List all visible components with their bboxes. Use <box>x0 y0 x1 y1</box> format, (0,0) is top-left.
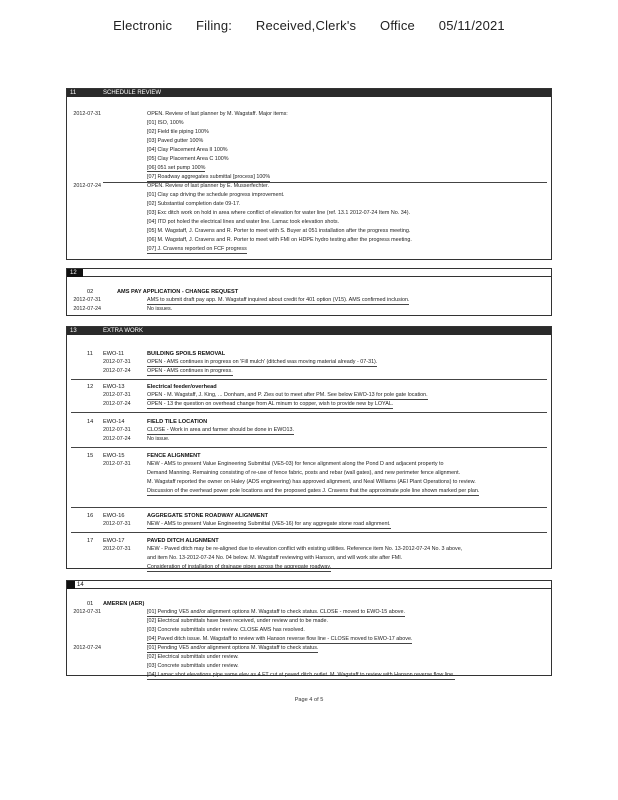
header-office: Office <box>380 18 415 33</box>
entry-date: 2012-07-24 <box>73 306 101 312</box>
item-code: EWO-11 <box>103 351 125 357</box>
section-extra-work <box>66 326 552 569</box>
entry-text: CLOSE - Work in area and farmer should be done in EWO13. <box>147 427 295 433</box>
entry-text: [04] Clay Placement Area II 100% <box>147 147 228 153</box>
entry-text: [01] Pending VE5 and/or alignment options M. Wagstaff to check status. <box>147 645 319 651</box>
item-topic: AMEREN (AER) <box>103 601 145 607</box>
item-sub: 14 <box>87 419 94 425</box>
item-id: 01 <box>87 601 94 607</box>
entry-text: OPEN - M. Wagstaff, J. King, ... Donham, and P. Zies out to meet after PM. See below EWO-13 for pole gate location. <box>147 392 428 398</box>
item-topic: FENCE ALIGNMENT <box>147 453 201 459</box>
entry-date: 2012-07-24 <box>103 368 131 374</box>
item-topic: Electrical feeder/overhead <box>147 384 217 390</box>
entry-text: [02] Field tile piping 100% <box>147 129 209 135</box>
section-title: SCHEDULE REVIEW <box>103 90 162 96</box>
entry-date: 2012-07-31 <box>73 609 101 615</box>
item-sub: 17 <box>87 538 94 544</box>
entry-text: Demand Manning. Remaining consisting of re-use of fence fabric, posts and rebar (wall gates), and new perimeter fence alignment. <box>147 470 461 476</box>
section-title: EXTRA WORK <box>103 328 144 334</box>
item-code: EWO-14 <box>103 419 125 425</box>
entry-date: 2012-07-31 <box>73 297 101 303</box>
item-topic: FIELD TILE LOCATION <box>147 419 208 425</box>
page-number: Page 4 of 5 <box>294 697 324 703</box>
entry-date: 2012-07-31 <box>103 546 131 552</box>
entry-text: [03] Exc ditch work on hold in area where conflict of elevation for water line (ref. 13.1 2012-07-24 Item No. 34). <box>147 210 411 216</box>
entry-date: 2012-07-31 <box>103 392 131 398</box>
entry-text: [02] Electrical submittals have been received, under review and to be made. <box>147 618 328 624</box>
header-received: Received,Clerk's <box>255 18 357 33</box>
item-sub: 11 <box>87 351 93 357</box>
item-id: 02 <box>87 289 94 295</box>
item-code: EWO-17 <box>103 538 125 544</box>
entry-text: NEW - AMS to present Value Engineering Submittal (VE5-16) for any aggregate stone road alignment. <box>147 521 391 527</box>
section-schedule-review <box>66 88 552 260</box>
entry-text: [07] Roadway aggregates submittal [process] 100% <box>147 174 271 180</box>
entry-text: [06] M. Wagstaff, J. Cravens and R. Porter to meet with FMI on HDPE hydro testing after the progress meeting. <box>147 237 412 243</box>
entry-text: M. Wagstaff reported the owner on Haley (ADS engineering) has approved alignment, and Neal Williams (AEI Plant Operations) to review. <box>147 479 476 485</box>
item-topic: BUILDING SPOILS REMOVAL <box>147 351 226 357</box>
entry-date: 2012-07-24 <box>103 436 131 442</box>
section-ameren <box>66 580 552 676</box>
item-sub: 16 <box>87 513 94 519</box>
item-code: EWO-16 <box>103 513 125 519</box>
section-header-bar <box>67 327 551 335</box>
entry-text: [04] Lamac shot elevations pipe same elev as 4 FT cut at paved ditch outlet. M. Wagstaff to review with Hanson reverse flow line. <box>147 672 455 678</box>
entry-text: [01] Clay cap driving the schedule progress improvement. <box>147 192 285 198</box>
section-number: 13 <box>70 328 77 334</box>
entry-text: OPEN - 13 the question on overhead change from AL minum to copper, wish to provide new by LOYAL. <box>147 401 394 407</box>
entry-text: OPEN. Review of last planner by E. Musserfechter. <box>147 183 269 189</box>
entry-text: NEW - AMS to present Value Engineering Submittal (VE5-03) for fence alignment along the Pond D and adjacent property to <box>147 461 444 467</box>
entry-text: and item No. 13-2012-07-24 No. 04 below. M. Wagstaff reviewing with Hanson, and will work site after FMI. <box>147 555 403 561</box>
entry-date: 2012-07-31 <box>103 359 131 365</box>
entry-text: [04] ITD pot holed the electrical lines and water line. Lamac took elevation shots. <box>147 219 340 225</box>
section-header-bar <box>67 581 551 589</box>
item-topic: AGGREGATE STONE ROADWAY ALIGNMENT <box>147 513 269 519</box>
entry-text: [05] Clay Placement Area C 100% <box>147 156 229 162</box>
entry-text: OPEN. Review of last planner by M. Wagstaff. Major items: <box>147 111 288 117</box>
item-code: EWO-15 <box>103 453 125 459</box>
entry-date: 2012-07-24 <box>103 401 131 407</box>
item-topic: PAVED DITCH ALIGNMENT <box>147 538 219 544</box>
entry-text: Discussion of the overhead power pole locations and the proposed gates J. Cravens that the approximate pole line shown marked per plan. <box>147 488 480 494</box>
entry-text: [06] 051 set pump 100% <box>147 165 206 171</box>
item-code: EWO-13 <box>103 384 125 390</box>
filing-stamp-header <box>0 18 618 33</box>
entry-text: [03] Concrete submittals under review. <box>147 663 239 669</box>
header-filing: Filing: <box>196 18 233 33</box>
entry-text: [03] Paved gutter 100% <box>147 138 204 144</box>
header-date: 05/11/2021 <box>438 18 505 33</box>
item-sub: 15 <box>87 453 94 459</box>
entry-text: OPEN - AMS continues in progress on 'Fill mulch' (ditched was moving material already - 07-31). <box>147 359 378 365</box>
entry-text: [02] Electrical submittals under review. <box>147 654 239 660</box>
section-pay-application <box>66 268 552 316</box>
entry-text: No issue. <box>147 436 170 442</box>
entry-text: [01] ISO, 100% <box>147 120 184 126</box>
entry-date: 2012-07-24 <box>73 183 101 189</box>
entry-date: 2012-07-24 <box>73 645 101 651</box>
item-sub: 12 <box>87 384 94 390</box>
entry-text: [02] Substantial completion date 09-17. <box>147 201 241 207</box>
item-topic: AMS PAY APPLICATION - CHANGE REQUEST <box>117 289 239 295</box>
entry-text: [03] Concrete submittals under review. CLOSE AMS has resolved. <box>147 627 305 633</box>
entry-text: NEW - Paved ditch may be re-aligned due to elevation conflict with existing utilities. Reference item No. 13-2012-07-24 No. 3 above, <box>147 546 463 552</box>
entry-date: 2012-07-31 <box>103 461 131 467</box>
entry-text: [07] J. Cravens reported on FCF progress <box>147 246 247 252</box>
entry-text: [04] Paved ditch issue. M. Wagstaff to review with Hanson reverse flow line - CLOSE moved to EWO-17 above. <box>147 636 413 642</box>
entry-text: [05] M. Wagstaff, J. Cravens and R. Porter to meet with S. Buyer at 051 installation after the progress meeting. <box>147 228 411 234</box>
entry-text: [01] Pending VE5 and/or alignment options M. Wagstaff to check status. CLOSE - moved to EWO-15 above. <box>147 609 405 615</box>
entry-text: No issues. <box>147 306 173 312</box>
section-header-bar <box>67 89 551 97</box>
entry-date: 2012-07-31 <box>103 427 131 433</box>
entry-text: Consideration of installation of drainage pipes across the aggregate roadway. <box>147 564 332 570</box>
entry-date: 2012-07-31 <box>103 521 131 527</box>
entry-date: 2012-07-31 <box>73 111 101 117</box>
entry-text: OPEN - AMS continues in progress. <box>147 368 233 374</box>
section-number: 12 <box>70 270 77 276</box>
section-number: 14 <box>77 582 84 588</box>
section-number: 11 <box>70 90 77 96</box>
section-header-bar <box>67 269 551 277</box>
entry-text: AMS to submit draft pay app. M. Wagstaff inquired about credit for 401 option (V15). AMS confirmed inclusion. <box>147 297 410 303</box>
header-electronic: Electronic <box>113 18 173 33</box>
